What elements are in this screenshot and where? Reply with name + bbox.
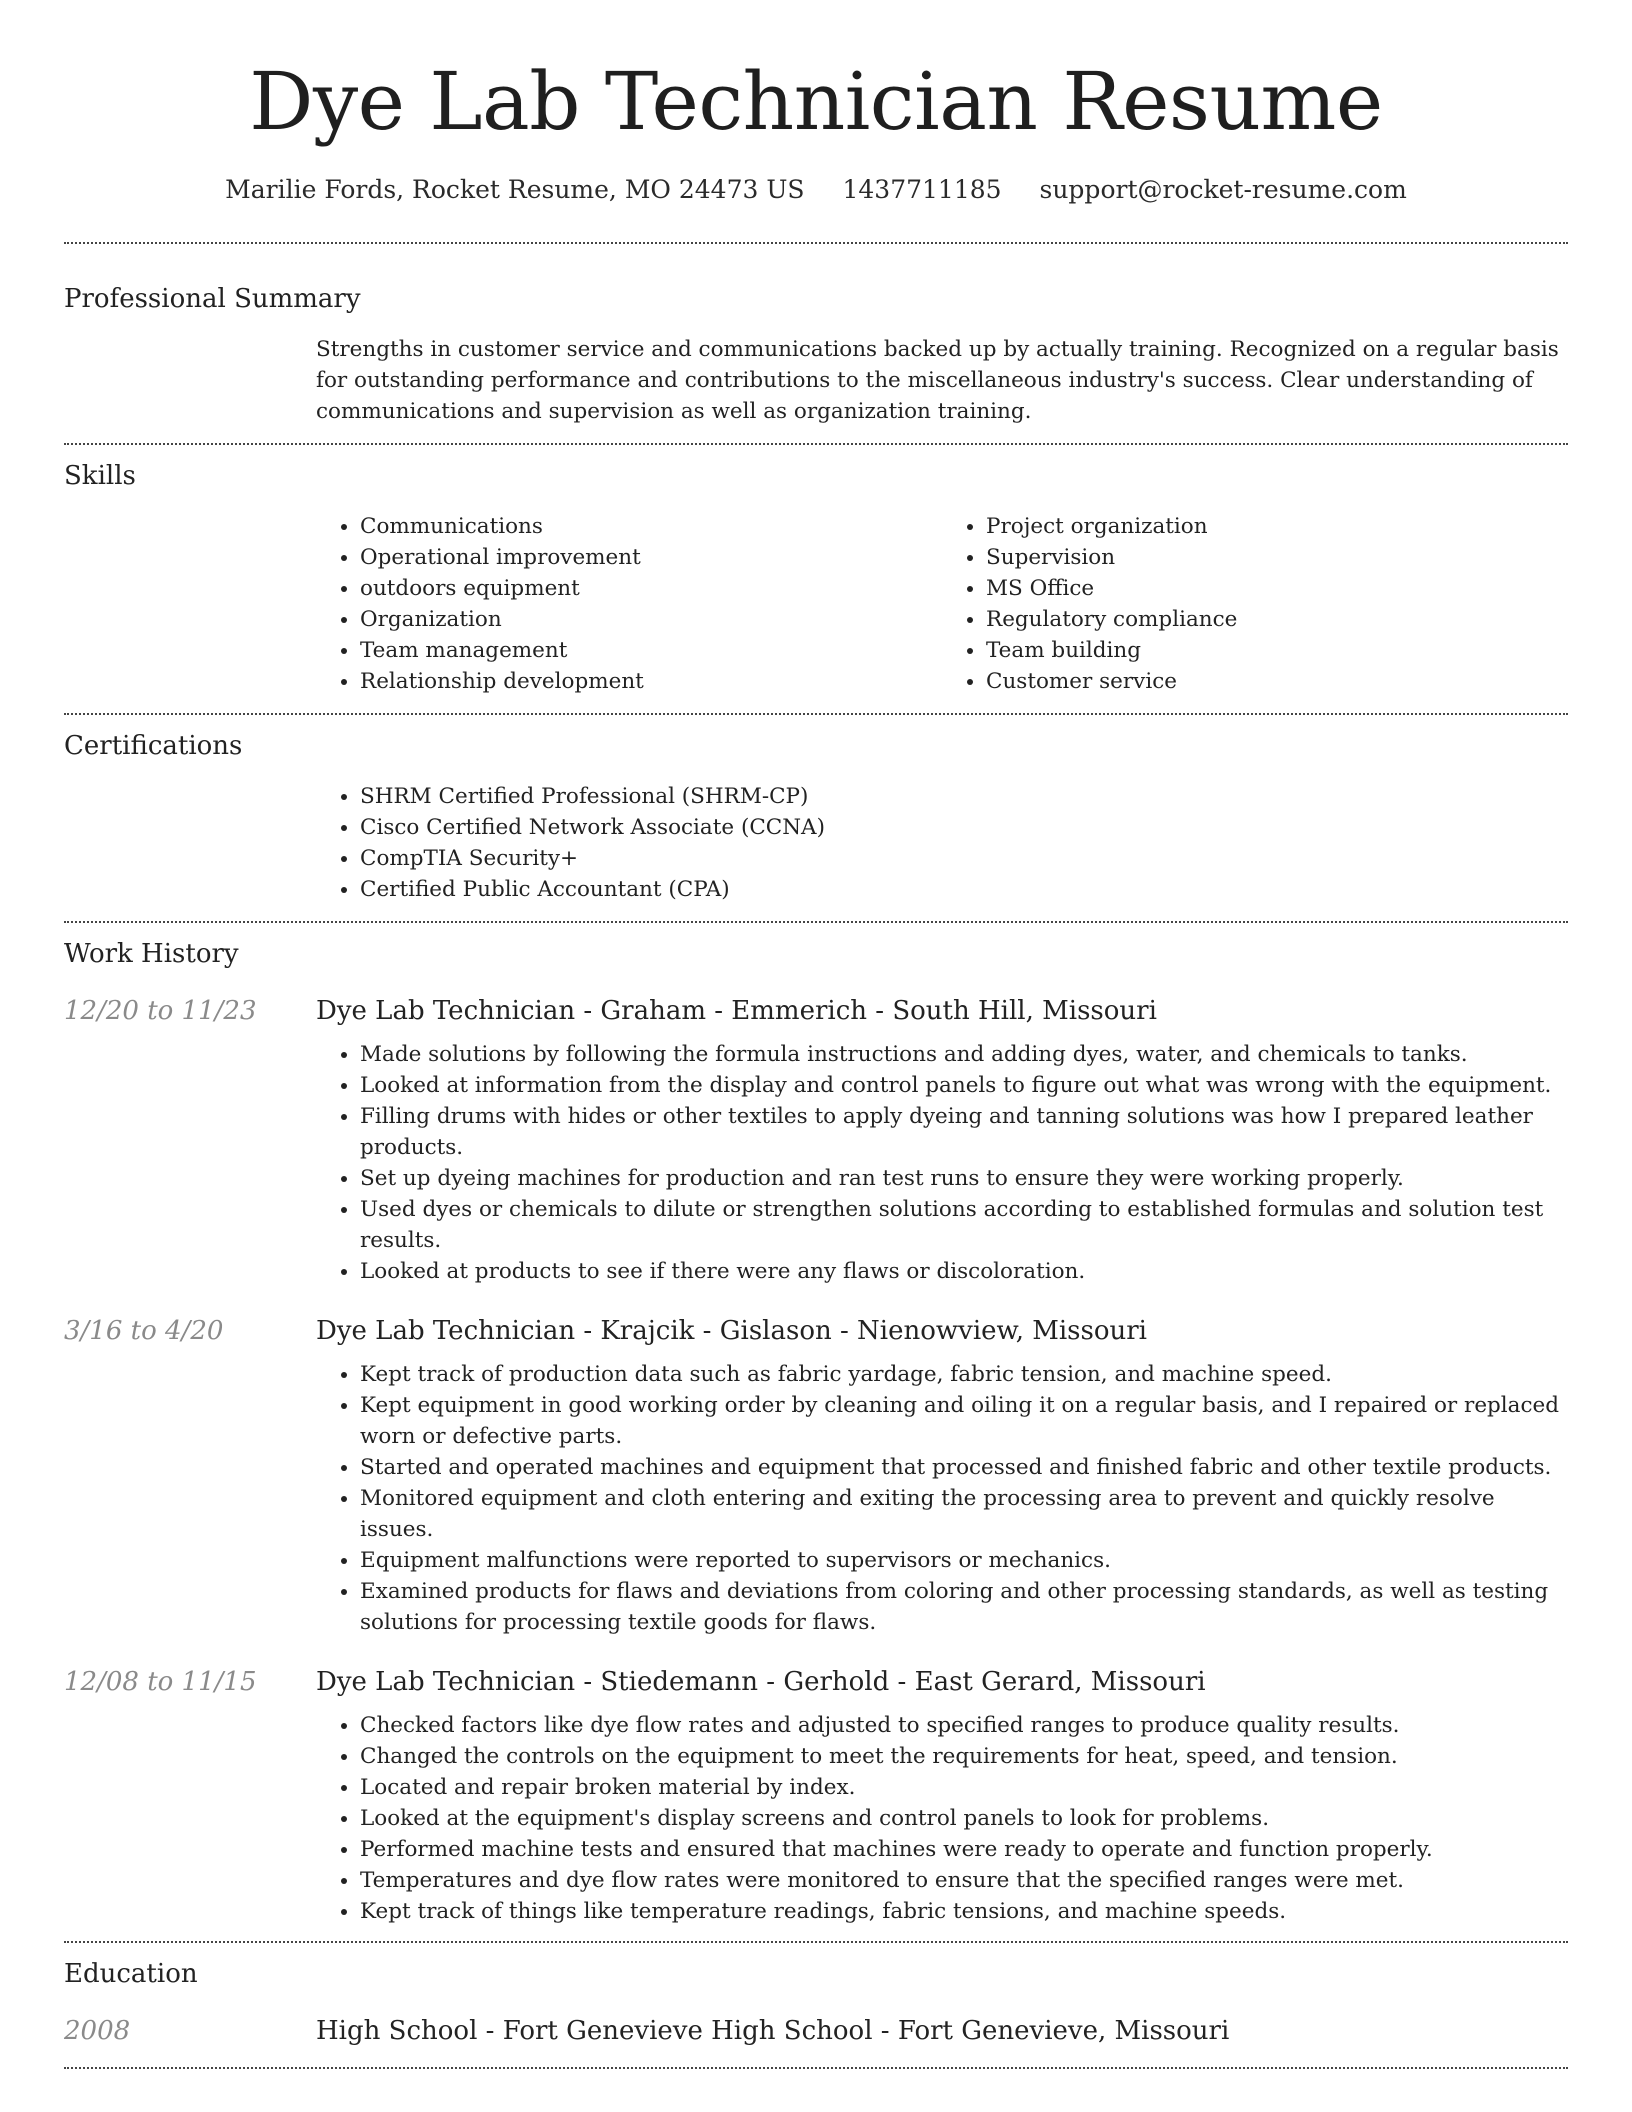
job-title: Dye Lab Technician - Graham - Emmerich - South Hill, Missouri bbox=[316, 996, 1157, 1026]
section-heading: Certifications bbox=[64, 731, 243, 761]
skills-content bbox=[316, 511, 1568, 697]
section-heading: Professional Summary bbox=[64, 284, 361, 314]
job-bullet: • Set up dyeing machines for production and ran test runs to ensure they were working properly. bbox=[360, 1163, 1568, 1194]
contact-address: Marilie Fords, Rocket Resume, MO 24473 US bbox=[225, 175, 805, 204]
job-bullet: • Kept equipment in good working order by cleaning and oiling it on a regular basis, and I repaired or replaced worn or defective parts. bbox=[360, 1390, 1568, 1452]
skills-list-left bbox=[316, 511, 942, 697]
section-skills bbox=[64, 445, 1568, 713]
certification-item: • Cisco Certified Network Associate (CCNA) bbox=[360, 812, 1568, 843]
job-title: Dye Lab Technician - Krajcik - Gislason - Nienowview, Missouri bbox=[316, 1316, 1147, 1346]
job-bullet: • Checked factors like dye flow rates and adjusted to specified ranges to produce quality results. bbox=[360, 1710, 1568, 1741]
job-bullet: • Filling drums with hides or other textiles to apply dyeing and tanning solutions was how I prepared leather products. bbox=[360, 1101, 1568, 1163]
skill-item: • Team management bbox=[360, 635, 942, 666]
section-education bbox=[64, 1943, 1568, 2067]
summary-text: Strengths in customer service and communications backed up by actually training. Recognized on a regular basis for outstanding performance and contributions to the miscellaneous industry's success. Clear understanding of communications and supervision as well as organization training. bbox=[316, 337, 1559, 424]
job-bullet: • Looked at information from the display and control panels to figure out what was wrong with the equipment. bbox=[360, 1070, 1568, 1101]
page-title: Dye Lab Technician Resume bbox=[249, 55, 1383, 148]
certification-item: • Certified Public Accountant (CPA) bbox=[360, 874, 1568, 905]
job-bullets bbox=[316, 1039, 1568, 1287]
job-dates: 12/20 to 11/23 bbox=[64, 996, 257, 1026]
section-certifications bbox=[64, 715, 1568, 921]
job-bullet: • Looked at products to see if there were any flaws or discoloration. bbox=[360, 1256, 1568, 1287]
job-bullet: • Located and repair broken material by index. bbox=[360, 1772, 1568, 1803]
job-entry bbox=[64, 1311, 1568, 1638]
job-title: Dye Lab Technician - Stiedemann - Gerhold - East Gerard, Missouri bbox=[316, 1667, 1206, 1697]
education-title: High School - Fort Genevieve High School - Fort Genevieve, Missouri bbox=[316, 2016, 1230, 2046]
certifications-list bbox=[316, 781, 1568, 905]
job-bullet: • Changed the controls on the equipment to meet the requirements for heat, speed, and tension. bbox=[360, 1741, 1568, 1772]
section-heading: Work History bbox=[64, 939, 239, 969]
divider bbox=[64, 2067, 1568, 2069]
job-dates: 12/08 to 11/15 bbox=[64, 1667, 257, 1697]
job-bullet: • Examined products for flaws and deviations from coloring and other processing standards, as well as testing solutions for processing textile goods for flaws. bbox=[360, 1576, 1568, 1638]
job-bullet: • Temperatures and dye flow rates were monitored to ensure that the specified ranges were met. bbox=[360, 1865, 1568, 1896]
skill-item: • MS Office bbox=[986, 573, 1568, 604]
skill-item: • Team building bbox=[986, 635, 1568, 666]
certifications-content bbox=[316, 781, 1568, 905]
certification-item: • CompTIA Security+ bbox=[360, 843, 1568, 874]
job-bullet: • Kept track of things like temperature readings, fabric tensions, and machine speeds. bbox=[360, 1896, 1568, 1927]
section-heading: Skills bbox=[64, 461, 136, 491]
job-dates: 3/16 to 4/20 bbox=[64, 1316, 224, 1346]
skill-item: • Regulatory compliance bbox=[986, 604, 1568, 635]
contact-phone: 1437711185 bbox=[842, 175, 1002, 204]
skill-item: • Communications bbox=[360, 511, 942, 542]
contact-email: support@rocket-resume.com bbox=[1039, 175, 1407, 204]
skill-item: • Project organization bbox=[986, 511, 1568, 542]
job-bullets bbox=[316, 1710, 1568, 1927]
job-bullet: • Started and operated machines and equipment that processed and finished fabric and other textile products. bbox=[360, 1452, 1568, 1483]
job-bullet: • Equipment malfunctions were reported to supervisors or mechanics. bbox=[360, 1545, 1568, 1576]
skill-item: • Customer service bbox=[986, 666, 1568, 697]
job-bullet: • Looked at the equipment's display screens and control panels to look for problems. bbox=[360, 1803, 1568, 1834]
job-bullet: • Performed machine tests and ensured that machines were ready to operate and function properly. bbox=[360, 1834, 1568, 1865]
job-bullet: • Monitored equipment and cloth entering and exiting the processing area to prevent and quickly resolve issues. bbox=[360, 1483, 1568, 1545]
section-work-history bbox=[64, 923, 1568, 1941]
certification-item: • SHRM Certified Professional (SHRM-CP) bbox=[360, 781, 1568, 812]
summary-content bbox=[316, 334, 1568, 427]
skill-item: • Organization bbox=[360, 604, 942, 635]
job-content bbox=[316, 1710, 1568, 1927]
skill-item: • Supervision bbox=[986, 542, 1568, 573]
job-entry bbox=[64, 991, 1568, 1287]
skill-item: • Operational improvement bbox=[360, 542, 942, 573]
section-summary bbox=[64, 244, 1568, 443]
education-entry bbox=[64, 2011, 1568, 2051]
contact-line bbox=[64, 170, 1568, 210]
job-content bbox=[316, 1039, 1568, 1287]
job-bullet: • Kept track of production data such as fabric yardage, fabric tension, and machine speed. bbox=[360, 1359, 1568, 1390]
section-heading: Education bbox=[64, 1959, 198, 1989]
skill-item: • Relationship development bbox=[360, 666, 942, 697]
job-bullets bbox=[316, 1359, 1568, 1638]
job-entry bbox=[64, 1662, 1568, 1927]
job-bullet: • Made solutions by following the formula instructions and adding dyes, water, and chemicals to tanks. bbox=[360, 1039, 1568, 1070]
job-bullet: • Used dyes or chemicals to dilute or strengthen solutions according to established formulas and solution test results. bbox=[360, 1194, 1568, 1256]
job-content bbox=[316, 1359, 1568, 1638]
skills-list-right bbox=[942, 511, 1568, 697]
education-dates: 2008 bbox=[64, 2016, 131, 2046]
skill-item: • outdoors equipment bbox=[360, 573, 942, 604]
